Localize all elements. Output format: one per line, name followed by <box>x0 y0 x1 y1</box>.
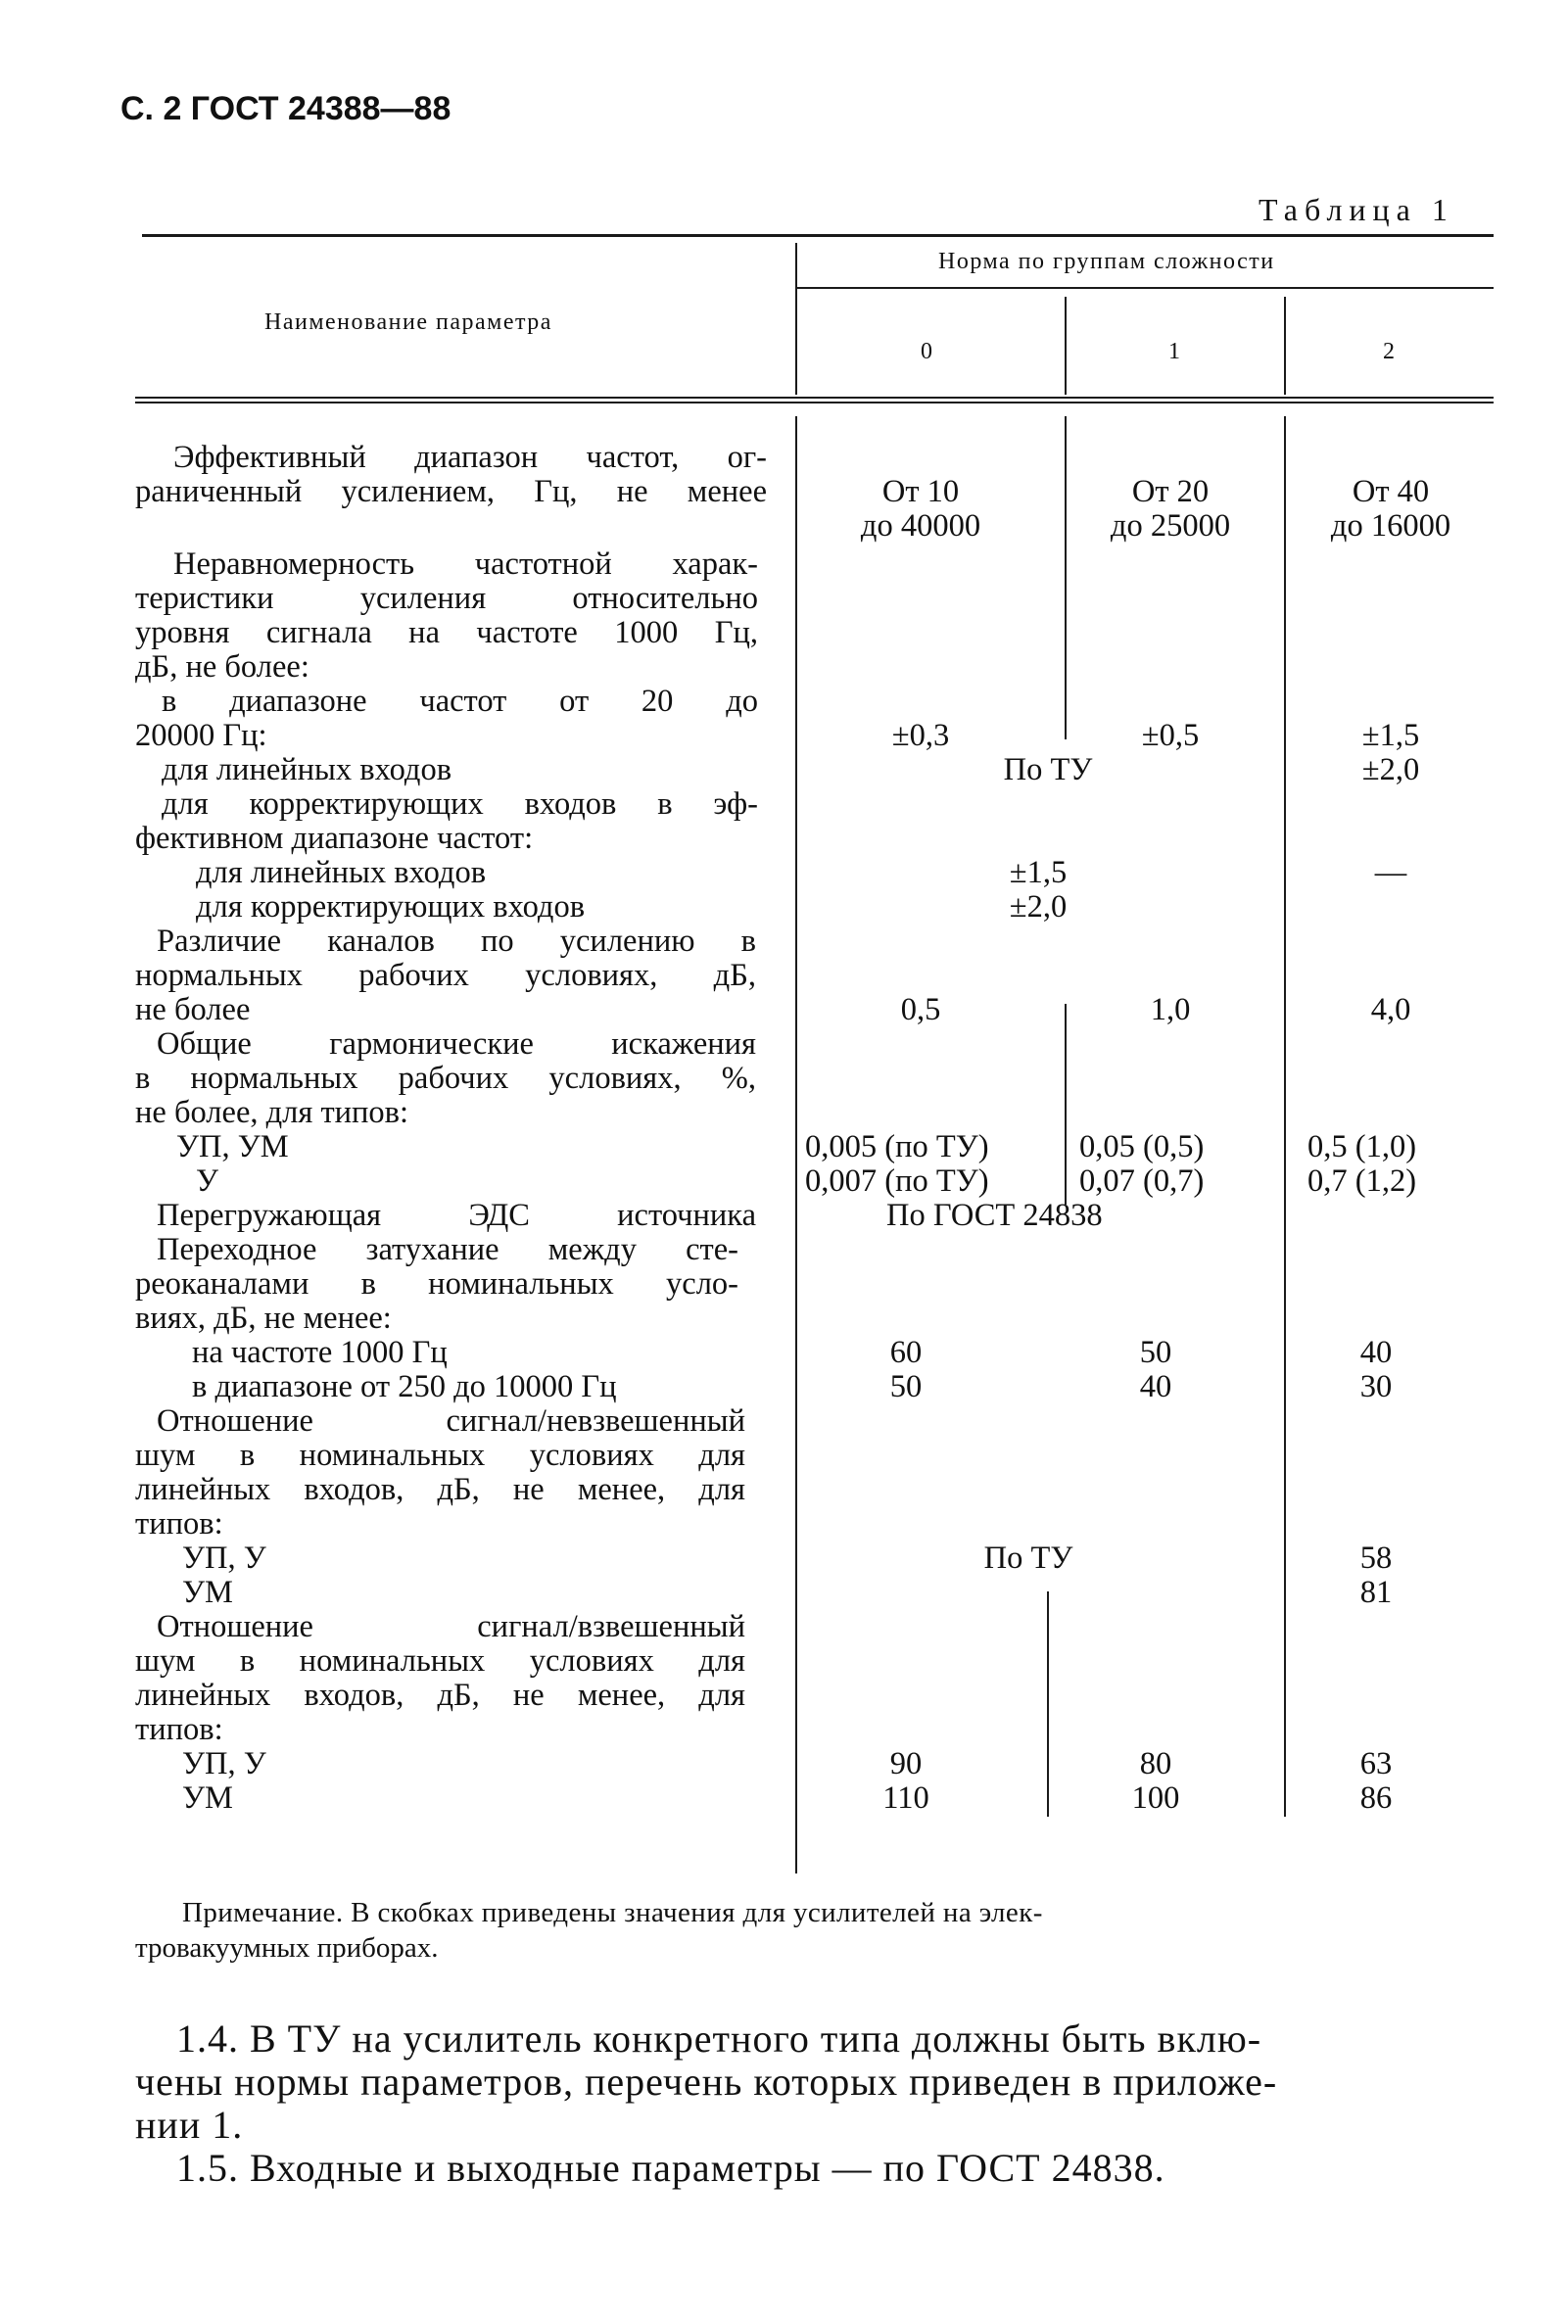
header-bottom-rule-b <box>135 402 1494 403</box>
paragraph-1-5: 1.5. Входные и выходные параметры — по ГОСТ 24838. <box>176 2146 1165 2190</box>
table-note-line: тровакуумных приборах. <box>135 1932 439 1964</box>
row2-range-value-2: ±1,5 <box>1361 718 1420 753</box>
row8-um-value-1: 100 <box>1131 1780 1180 1816</box>
row2-label-line: Неравномерность частотной харак- <box>173 546 758 582</box>
row7-upu-value-2: 58 <box>1359 1541 1393 1576</box>
row5-value: По ГОСТ 24838 <box>886 1198 1103 1233</box>
page-header: С. 2 ГОСТ 24388—88 <box>120 90 451 127</box>
row8-label-line: УМ <box>182 1780 233 1816</box>
row2-label-line: для корректирующих входов <box>196 889 586 925</box>
body-divider-2 <box>1284 416 1286 1817</box>
table-note-line: Примечание. В скобках приведены значения для усилителей на элек- <box>182 1897 1043 1928</box>
row7-label-line: УМ <box>182 1575 233 1610</box>
column-header-group-2: 2 <box>1383 339 1397 364</box>
body-divider-1-a <box>1065 416 1067 739</box>
row8-label-line: шум в номинальных условиях для <box>135 1643 745 1679</box>
row8-upu-value-2: 63 <box>1359 1746 1393 1781</box>
row3-value-2: 4,0 <box>1370 992 1411 1027</box>
row2-linear-value-01: По ТУ <box>1003 752 1093 787</box>
row4-u-value-1: 0,07 (0,7) <box>1079 1163 1205 1199</box>
column-header-parameter: Наименование параметра <box>264 309 552 335</box>
row2-label-line: в диапазоне частот от 20 до <box>162 684 758 719</box>
column-header-group-0: 0 <box>921 339 934 364</box>
row2-label-line: дБ, не более: <box>135 649 309 685</box>
column-header-group: Норма по группам сложности <box>938 249 1275 274</box>
row7-value-01: По ТУ <box>983 1541 1073 1576</box>
row7-label-line: Отношение сигнал/невзвешенный <box>157 1403 745 1439</box>
row1-value-2: до 16000 <box>1330 508 1451 544</box>
row3-value-0: 0,5 <box>900 992 941 1027</box>
row6-range-value-2: 30 <box>1359 1369 1393 1404</box>
row2-corr-linear-value-2: — <box>1374 855 1407 890</box>
row2-label-line: 20000 Гц: <box>135 718 267 753</box>
row8-label-line: Отношение сигнал/взвешенный <box>157 1609 745 1644</box>
row6-label-line: виях, дБ, не менее: <box>135 1301 392 1336</box>
row6-1000hz-value-2: 40 <box>1359 1335 1393 1370</box>
row2-linear-value-2: ±2,0 <box>1361 752 1420 787</box>
row4-u-value-2: 0,7 (1,2) <box>1307 1163 1417 1199</box>
row2-range-value-0: ±0,3 <box>891 718 950 753</box>
row2-range-value-1: ±0,5 <box>1141 718 1200 753</box>
row4-label-line: Общие гармонические искажения <box>157 1026 756 1062</box>
header-divider-1 <box>1065 297 1067 395</box>
row1-label-line: Эффективный диапазон частот, ог- <box>173 440 767 475</box>
row5-label: Перегружающая ЭДС источника <box>157 1198 756 1233</box>
row4-upum-value-1: 0,05 (0,5) <box>1079 1129 1205 1164</box>
row8-label-line: УП, У <box>182 1746 266 1781</box>
row7-label-line: УП, У <box>182 1541 266 1576</box>
row1-value-0: до 40000 <box>860 508 981 544</box>
row6-label-line: реоканалами в номинальных усло- <box>135 1266 738 1302</box>
header-divider-2 <box>1284 297 1286 395</box>
row6-1000hz-value-1: 50 <box>1139 1335 1172 1370</box>
row6-range-value-0: 50 <box>889 1369 923 1404</box>
row2-corr-corr-value-01: ±2,0 <box>1009 889 1068 925</box>
row8-upu-value-0: 90 <box>889 1746 923 1781</box>
row8-um-value-0: 110 <box>882 1780 929 1816</box>
row2-label-line: для корректирующих входов в эф- <box>162 786 758 822</box>
row2-label-line: для линейных входов <box>196 855 487 890</box>
row6-1000hz-value-0: 60 <box>889 1335 923 1370</box>
row8-label-line: линейных входов, дБ, не менее, для <box>135 1678 745 1713</box>
row4-label-line: в нормальных рабочих условиях, %, <box>135 1061 756 1096</box>
group-header-rule <box>795 287 1494 289</box>
paragraph-1-4-line: чены нормы параметров, перечень которых приведен в приложе- <box>135 2060 1278 2104</box>
row4-upum-value-0: 0,005 (по ТУ) <box>805 1129 989 1164</box>
row7-label-line: типов: <box>135 1506 223 1541</box>
row1-value-0: От 10 <box>881 474 960 509</box>
column-header-group-1: 1 <box>1168 339 1182 364</box>
row3-label-line: Различие каналов по усилению в <box>157 924 756 959</box>
row1-value-2: От 40 <box>1352 474 1430 509</box>
row8-label-line: типов: <box>135 1712 223 1747</box>
body-divider-param <box>795 416 797 1873</box>
row7-label-line: шум в номинальных условиях для <box>135 1438 745 1473</box>
body-divider-1-b <box>1065 1004 1067 1205</box>
row2-label-line: теристики усиления относительно <box>135 581 758 616</box>
row6-label-line: в диапазоне от 250 до 10000 Гц <box>192 1369 617 1404</box>
row2-label-line: фективном диапазоне частот: <box>135 821 534 856</box>
table-caption: Таблица 1 <box>1259 192 1454 227</box>
row3-value-1: 1,0 <box>1150 992 1191 1027</box>
row6-label-line: Переходное затухание между сте- <box>157 1232 738 1267</box>
row4-label-line: не более, для типов: <box>135 1095 409 1130</box>
paragraph-1-4-line: нии 1. <box>135 2103 244 2147</box>
table-top-rule <box>142 234 1494 237</box>
row6-label-line: на частоте 1000 Гц <box>192 1335 448 1370</box>
row8-um-value-2: 86 <box>1359 1780 1393 1816</box>
row6-range-value-1: 40 <box>1139 1369 1172 1404</box>
row1-label-line: раниченный усилением, Гц, не менее <box>135 474 767 509</box>
paragraph-1-4-line: 1.4. В ТУ на усилитель конкретного типа должны быть вклю- <box>176 2016 1262 2061</box>
row3-label-line: нормальных рабочих условиях, дБ, <box>135 958 756 993</box>
row1-value-1: От 20 <box>1131 474 1210 509</box>
header-divider-param <box>795 243 797 395</box>
header-bottom-rule-a <box>135 397 1494 399</box>
row4-u-value-0: 0,007 (по ТУ) <box>805 1163 989 1199</box>
row2-label-line: для линейных входов <box>162 752 452 787</box>
row8-upu-value-1: 80 <box>1139 1746 1172 1781</box>
row7-label-line: линейных входов, дБ, не менее, для <box>135 1472 745 1507</box>
row4-label-line: У <box>196 1163 219 1199</box>
row2-label-line: уровня сигнала на частоте 1000 Гц, <box>135 615 758 650</box>
row3-label-line: не более <box>135 992 251 1027</box>
row7-um-value-2: 81 <box>1359 1575 1393 1610</box>
row2-corr-linear-value-01: ±1,5 <box>1009 855 1068 890</box>
row4-label-line: УП, УМ <box>176 1129 289 1164</box>
body-divider-1-c <box>1047 1591 1049 1817</box>
row4-upum-value-2: 0,5 (1,0) <box>1307 1129 1417 1164</box>
row1-value-1: до 25000 <box>1110 508 1231 544</box>
